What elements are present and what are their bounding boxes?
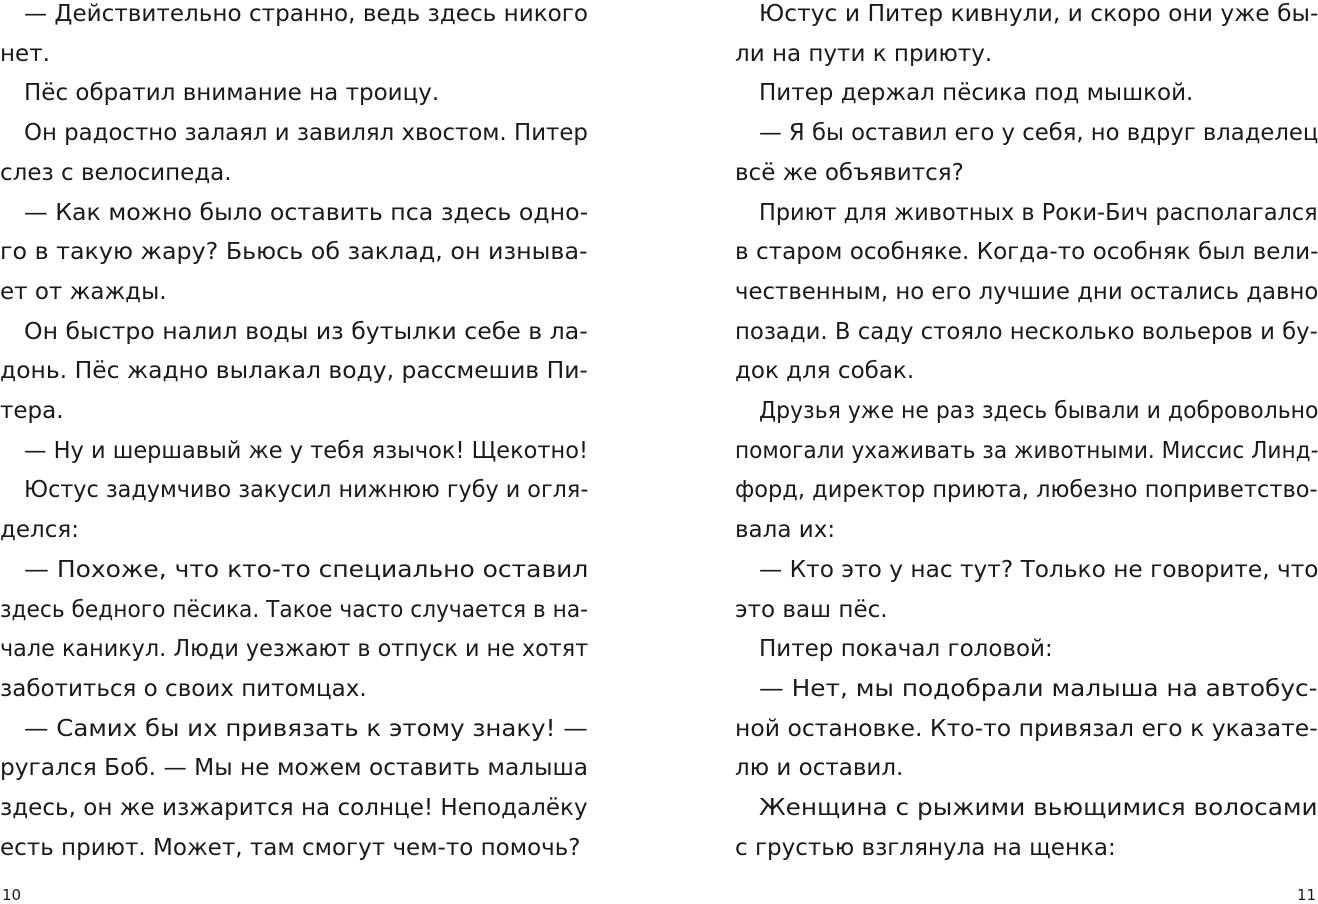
text-line: — Нет, мы подобрали малыша на автобус- bbox=[759, 675, 1318, 702]
text-line: ет от жажды. bbox=[0, 278, 167, 305]
text-line: чале каникул. Люди уезжают в отпуск и не хотят bbox=[0, 636, 589, 663]
text-line: док для собак. bbox=[735, 358, 915, 385]
page-number-right: 11 bbox=[1297, 886, 1317, 904]
page-number-left: 10 bbox=[2, 886, 22, 904]
text-line: это ваш пёс. bbox=[735, 596, 888, 623]
text-line: — Самих бы их привязать к этому знаку! — bbox=[24, 715, 588, 742]
text-line: Юстус задумчиво закусил нижнюю губу и огля- bbox=[24, 477, 589, 504]
text-line: здесь, он же изжарится на солнце! Неподалёку bbox=[0, 795, 588, 821]
text-line: слез с велосипеда. bbox=[0, 159, 232, 186]
text-line: ругался Боб. — Мы не можем оставить малыша bbox=[0, 755, 589, 782]
text-line: с грустью взглянула на щенка: bbox=[735, 834, 1116, 861]
text-line: здесь бедного пёсика. Такое часто случается в на- bbox=[0, 596, 588, 623]
text-line: Юстус и Питер кивнули, и скоро они уже бы- bbox=[759, 1, 1318, 27]
text-line: нет. bbox=[0, 40, 50, 67]
text-line: делся: bbox=[0, 517, 79, 544]
text-line: Приют для животных в Роки-Бич располагался bbox=[759, 199, 1318, 226]
text-line: Питер держал пёсика под мышкой. bbox=[759, 80, 1194, 107]
text-line: позади. В саду стояло несколько вольеров и бу- bbox=[735, 318, 1318, 345]
text-line: заботиться о своих питомцах. bbox=[0, 675, 367, 702]
text-line: ной остановке. Кто-то привязал его к указате- bbox=[735, 715, 1318, 742]
text-line: Питер покачал головой: bbox=[759, 636, 1053, 663]
text-line: Он быстро налил воды из бутылки себе в ла- bbox=[24, 318, 588, 345]
text-line: Пёс обратил внимание на троицу. bbox=[24, 80, 440, 107]
text-line: — Похоже, что кто-то специально оставил bbox=[24, 556, 589, 583]
text-line: ли на пути к приюту. bbox=[735, 40, 993, 67]
text-line: тера. bbox=[0, 398, 64, 424]
text-line: всё же объявится? bbox=[735, 159, 964, 186]
text-line: в старом особняке. Когда-то особняк был вели- bbox=[735, 239, 1318, 266]
text-line: Друзья уже не раз здесь бывали и добровольно bbox=[759, 398, 1318, 424]
text-line: — Я бы оставил его у себя, но вдруг владелец bbox=[759, 120, 1318, 147]
text-line: — Как можно было оставить пса здесь одно- bbox=[24, 199, 589, 226]
text-line: — Кто это у нас тут? Только не говорите, что bbox=[759, 556, 1318, 583]
text-line: — Действительно странно, ведь здесь никого bbox=[24, 1, 589, 27]
text-line: форд, директор приюта, любезно поприветство- bbox=[735, 477, 1318, 504]
text-line: — Ну и шершавый же у тебя язычок! Щекотно! bbox=[24, 437, 588, 464]
text-line: донь. Пёс жадно вылакал воду, рассмешив Пи- bbox=[0, 358, 588, 385]
text-line: помогали ухаживать за животными. Миссис Линд- bbox=[735, 437, 1318, 464]
text-line: чественным, но его лучшие дни остались давно bbox=[735, 278, 1318, 305]
text-line: лю и оставил. bbox=[735, 755, 904, 782]
text-line: Женщина с рыжими вьющимися волосами bbox=[759, 795, 1318, 821]
text-line: го в такую жару? Бьюсь об заклад, он изныва- bbox=[0, 239, 588, 266]
text-line: вала их: bbox=[735, 517, 836, 544]
text-line: есть приют. Может, там смогут чем-то помочь? bbox=[0, 834, 581, 861]
text-line: Он радостно залаял и завилял хвостом. Питер bbox=[24, 120, 588, 147]
